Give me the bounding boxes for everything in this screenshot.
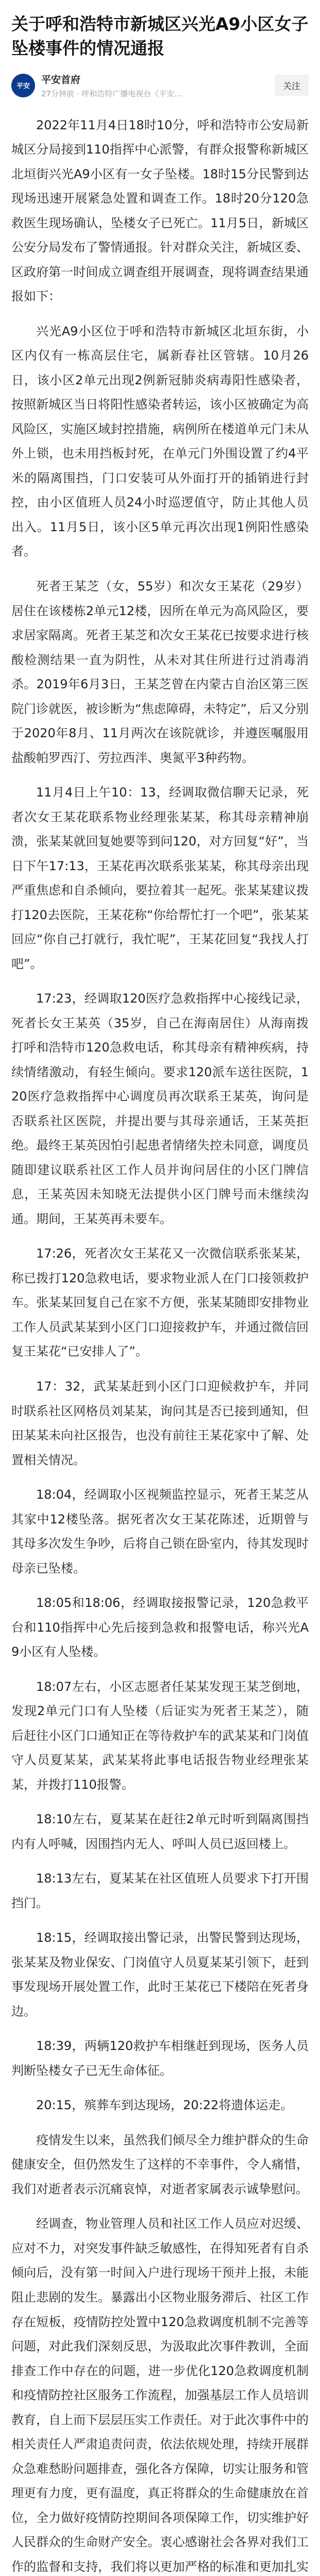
avatar-logo-text: 平安 (16, 82, 30, 91)
account-avatar[interactable] (11, 74, 35, 97)
account-info (41, 72, 275, 99)
paragraph: 17:26，死者次女王某花又一次微信联系张某某，称已拨打120急救电话，要求物业派人在门口接领救护车。张某某回复自己在家不方便，张某某随即安排物业工作人员武某某到小区门口迎接救护车，并通过微信回复王某花“已安排人了”。 (11, 1246, 309, 1359)
paragraph: 经调查，物业管理人员和社区工作人员应对迟缓、应对不力，对突发事件缺乏敏感性，在得知死者有自杀倾向后，没有第一时间入户进行现场干预并上报，未能阻止悲剧的发生。暴露出小区物业服务滞后、社区工作存在短板，疫情防控处置中120急救调度机制不完善等问题，对此我们深刻反思，为汲取此次事件教训，全面排查工作中存在的问题，进一步优化120急救调度机制和疫情防控社区服务工作流程，加强基层工作人员培训教育，自上而下层层压实工作责任。对于此次事件中的相关责任人严肃追责问责，依法依规处理，持续开展群众急难愁盼问题排查，强化各方保障，切实让服务和管理更有力度，更有温度，真正将群众的生命健康放在首位，全力做好疫情防控期间各项保障工作，切实维护好人民群众的生命财产安全。衷心感谢社会各界对我们工作的监督和支持，我们将以更加严格的标准和更加扎实 (11, 2216, 309, 2574)
paragraph: 2022年11月4日18时10分，呼和浩特市公安局新城区分局接到110指挥中心派警，有群众报警称新城区北垣街兴光A9小区有一女子坠楼。18时15分民警到达现场迅速开展紧急处置和调查工作。18时20分120急救医生现场确认，坠楼女子已死亡。11月5日，新城区公安分局发布了警情通报。针对群众关注，新城区委、区政府第一时间成立调查组开展调查，现将调查结果通报如下： (11, 117, 309, 304)
paragraph: 18:10左右，夏某某在赶往2单元时听到隔离围挡内有人呼喊，因围挡内无人、呼叫人员已返回楼上。 (11, 1812, 309, 1851)
paragraph: 17：32，武某某赶到小区门口迎候救护车，并同时联系社区网格员刘某某，询问其是否已接到通知，但田某某未向社区报告，也没有前往王某花家中了解、处置相关情况。 (11, 1379, 309, 1467)
paragraph: 18:05和18:06，经调取接报警记录，120急救平台和110指挥中心先后接到急救和报警电话，称兴光A9小区有人坠楼。 (11, 1596, 309, 1659)
paragraph: 11月4日上午10：13，经调取微信聊天记录，死者次女王某花联系物业经理张某某，称其母亲精神崩溃，张某某就回复她要等到问120，对方回复“好”，当日下午17:13，王某花再次联系张某某，称其母亲出现严重焦虑和自杀倾向，要拉着其一起死。张某某建议拨打120去医院，王某花称“你给帮忙打一个吧”，张某某回应“你自己打就行，我忙呢”，王某花回复“我找人打吧”。 (11, 785, 309, 971)
paragraph: 死者王某芝（女，55岁）和次女王某花（29岁）居住在该楼栋2单元12楼，因所在单元为高风险区，要求居家隔离。死者王某芝和次女王某花已按要求进行核酸检测结果一直为阴性，从未对其住所进行过消毒消杀。2019年6月3日，王某芝曾在内蒙古自治区第三医院门诊就医，被诊断为“焦虑障碍，未特定”，后又分别于2020年8月、11月两次在该院就诊，并遵医嘱服用盐酸帕罗西汀、劳拉西泮、奥氮平3种药物。 (11, 579, 309, 765)
account-header (11, 72, 309, 99)
paragraph: 20:15，殡葬车到达现场，20:22将遗体运走。 (36, 2098, 293, 2113)
paragraph: 18:39，两辆120救护车相继赶到现场，医务人员判断坠楼女子已无生命体征。 (11, 2039, 309, 2078)
paragraph: 18:13左右，夏某某在社区值班人员要求下打开围挡门。 (11, 1871, 309, 1910)
paragraph: 18:07左右，小区志愿者任某某发现王某芝倒地，发现2单元门口有人坠楼（后证实为死者王某芝），随后赶往小区门口通知正在等待救护车的武某某和门岗值守人员夏某某，武某某将此事电话报告物业经理张某某，并拨打110报警。 (11, 1679, 309, 1792)
paragraph: 疫情发生以来，虽然我们倾尽全力维护群众的生命健康安全，但仍然发生了这样的不幸事件，令人痛惜，我们对逝者表示沉痛哀悼，对逝者家属表示诚挚慰问。 (11, 2132, 309, 2196)
article-title: 关于呼和浩特市新城区兴光A9小区女子坠楼事件的情况通报 (11, 14, 309, 58)
article-body (11, 113, 309, 2576)
paragraph: 17:23，经调取120医疗急救指挥中心接线记录，死者长女王某英（35岁，自己在海南居住）从海南拨打呼和浩特市120急救电话，称其母亲有精神疾病，持续情绪激动，有轻生倾向。要求120派车送往医院，120医疗急救指挥中心调度员再次联系王某英，询问是否联系社区医院，并提出要与其母亲通话，王某英拒绝。最终王某英因怕引起患者情绪失控未同意，调度员随即建议联系社区工作人员并询问居住的小区门牌信息，王某英因未知晓无法提供小区门牌号而未继续沟通。期间，王某英再未要车。 (11, 991, 309, 1226)
follow-button[interactable]: 关注 (275, 75, 309, 96)
paragraph: 18:04，经调取小区视频监控显示，死者王某芝从其家中12楼坠落。据死者次女王某花陈述，近期曾与其母多次发生争吵，后将自己锁在卧室内，待其发现时母亲已坠楼。 (11, 1487, 309, 1575)
paragraph: 18:15，经调取接出警记录，出警民警到达现场，张某某及物业保安、门岗值守人员夏某某引领下，赶到事发现场开展处置工作，此时王某花已下楼陪在死者身边。 (11, 1930, 309, 2019)
paragraph: 兴光A9小区位于呼和浩特市新城区北垣东街，小区内仅有一栋高层住宅，属新春社区管辖。10月26日，该小区2单元出现2例新冠肺炎病毒阳性感染者，按照新城区当日将阳性感染者转运，该小区被确定为高风险区，实施区域封控措施，病例所在楼道单元门未从外上锁，也未用挡板封死，在单元门外围设置了约4平米的隔离围挡，门口安装可从外面打开的插销进行封控，由小区值班人员24小时巡逻值守，防止其他人员出入。11月5日，该小区5单元再次出现1例阳性感染者。 (11, 324, 309, 559)
account-meta: 27分钟前 · 呼和浩特广播电视台《平安… (41, 89, 182, 98)
account-name[interactable]: 平安首府 (41, 74, 81, 86)
